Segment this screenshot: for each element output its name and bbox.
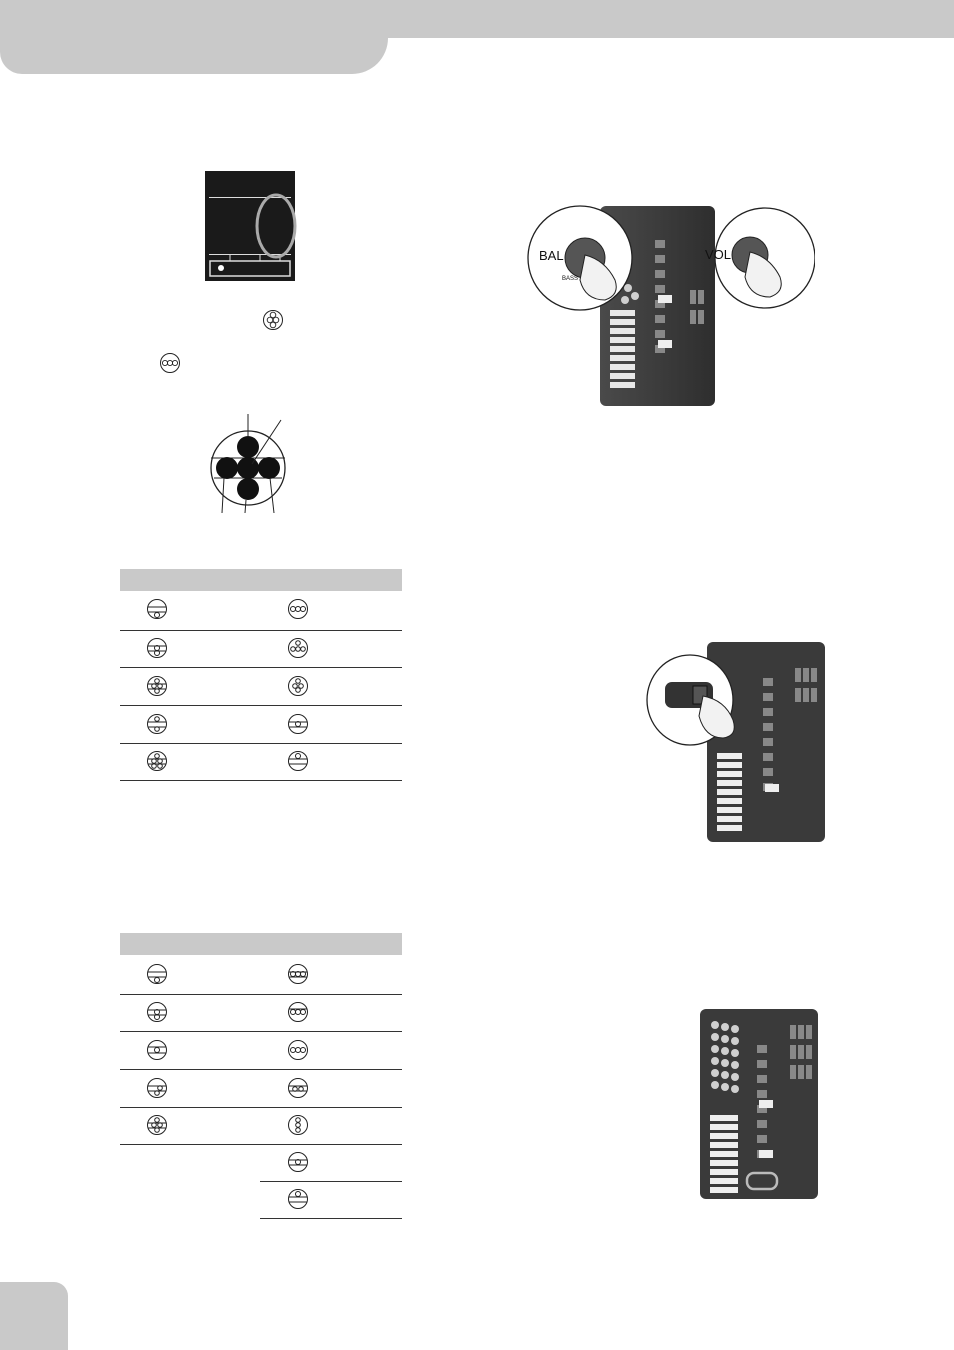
reed-icon [287, 1114, 309, 1136]
reed-icon [287, 598, 309, 620]
header-tab [0, 0, 388, 74]
reed-diagram [200, 410, 300, 516]
reed-icon [146, 675, 168, 697]
accordion-bal-vol-illustration [525, 200, 815, 410]
table-2 [120, 933, 402, 1219]
reed-icon [287, 963, 309, 985]
reed-icon [287, 637, 309, 659]
reed-icon [146, 1001, 168, 1023]
reed-icon [146, 713, 168, 735]
display-illustration [200, 168, 300, 284]
reed-icon [146, 598, 168, 620]
reed-icon [287, 713, 309, 735]
bal-knob-label: BAL [539, 248, 564, 263]
page-number-tab [0, 1282, 68, 1350]
table-1-header [120, 569, 402, 591]
reed-icon [287, 675, 309, 697]
bal-knob-sublabel: BASS [562, 276, 579, 282]
reed-icon [146, 1039, 168, 1061]
reed-icon-inline-2 [159, 352, 181, 374]
table-1 [120, 569, 402, 781]
reed-icon [146, 637, 168, 659]
reed-icon [287, 1188, 309, 1210]
accordion-illustration [695, 1005, 825, 1205]
reed-icon [287, 1077, 309, 1099]
reed-icon [287, 1001, 309, 1023]
reed-icon-inline-1 [262, 309, 284, 331]
reed-icon [146, 963, 168, 985]
reed-icon [146, 750, 168, 772]
reed-icon [146, 1114, 168, 1136]
reed-icon [287, 750, 309, 772]
reed-icon [146, 1077, 168, 1099]
table-2-header [120, 933, 402, 955]
accordion-switch-illustration [645, 638, 830, 848]
vol-knob-label: VOL [705, 247, 732, 262]
reed-icon [287, 1151, 309, 1173]
reed-icon [287, 1039, 309, 1061]
